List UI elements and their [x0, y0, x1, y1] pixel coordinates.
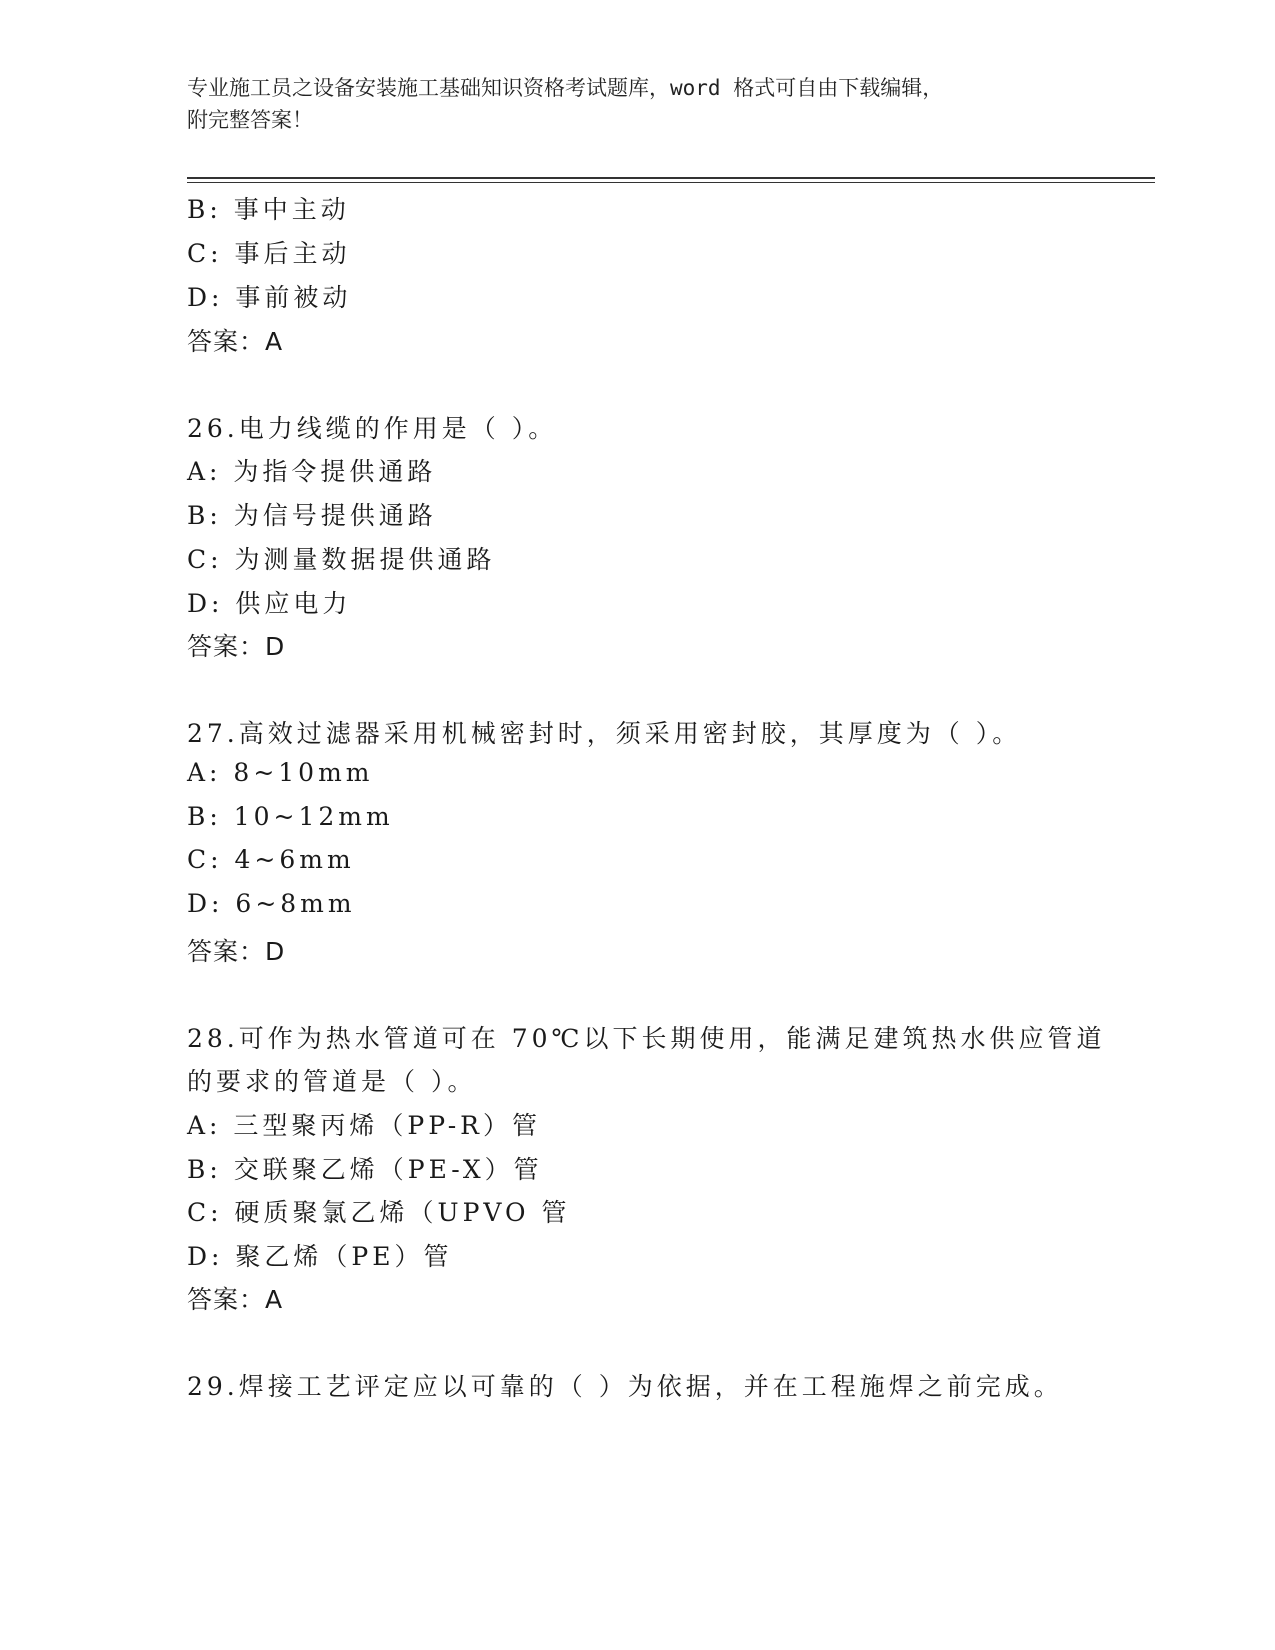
- q28-answer: 答案：A: [187, 1285, 284, 1314]
- q27-option-b: B: 10~12mm: [187, 802, 394, 831]
- q28-option-b: B: 交联聚乙烯（PE-X）管: [187, 1155, 543, 1184]
- q25-option-c: C: 事后主动: [187, 239, 351, 268]
- q27-stem: 27.高效过滤器采用机械密封时，须采用密封胶，其厚度为（ ）。: [187, 719, 1022, 748]
- q26-option-b: B: 为信号提供通路: [187, 501, 437, 530]
- q28-stem-line-1: 28.可作为热水管道可在 70℃以下长期使用，能满足建筑热水供应管道: [187, 1024, 1106, 1053]
- q27-option-d: D: 6~8mm: [187, 889, 356, 918]
- q26-option-a: A: 为指令提供通路: [187, 457, 437, 486]
- q26-answer: 答案：D: [187, 632, 286, 661]
- q26-stem: 26.电力线缆的作用是（ ）。: [187, 414, 558, 443]
- q27-option-a: A: 8~10mm: [187, 758, 374, 787]
- document-header: [187, 72, 1087, 136]
- header-line-2: 附完整答案！: [187, 108, 313, 132]
- q28-option-a: A: 三型聚丙烯（PP-R）管: [187, 1111, 541, 1140]
- q28-option-d: D: 聚乙烯（PE）管: [187, 1242, 453, 1271]
- q26-option-d: D: 供应电力: [187, 589, 352, 618]
- header-divider-thin: [187, 182, 1155, 183]
- q25-answer: 答案：A: [187, 327, 284, 356]
- q25-option-b: B: 事中主动: [187, 195, 350, 224]
- q26-option-c: C: 为测量数据提供通路: [187, 545, 496, 574]
- q29-stem: 29.焊接工艺评定应以可靠的（ ）为依据，并在工程施焊之前完成。: [187, 1372, 1063, 1401]
- q27-option-c: C: 4~6mm: [187, 845, 355, 874]
- q28-option-c: C: 硬质聚氯乙烯（UPVO 管: [187, 1198, 571, 1227]
- q27-answer: 答案：D: [187, 937, 286, 966]
- q28-stem-line-2: 的要求的管道是（ ）。: [187, 1067, 477, 1096]
- header-divider-thick: [187, 177, 1155, 179]
- q25-option-d: D: 事前被动: [187, 283, 352, 312]
- header-line-1: 专业施工员之设备安装施工基础知识资格考试题库，word 格式可自由下载编辑，: [187, 76, 944, 100]
